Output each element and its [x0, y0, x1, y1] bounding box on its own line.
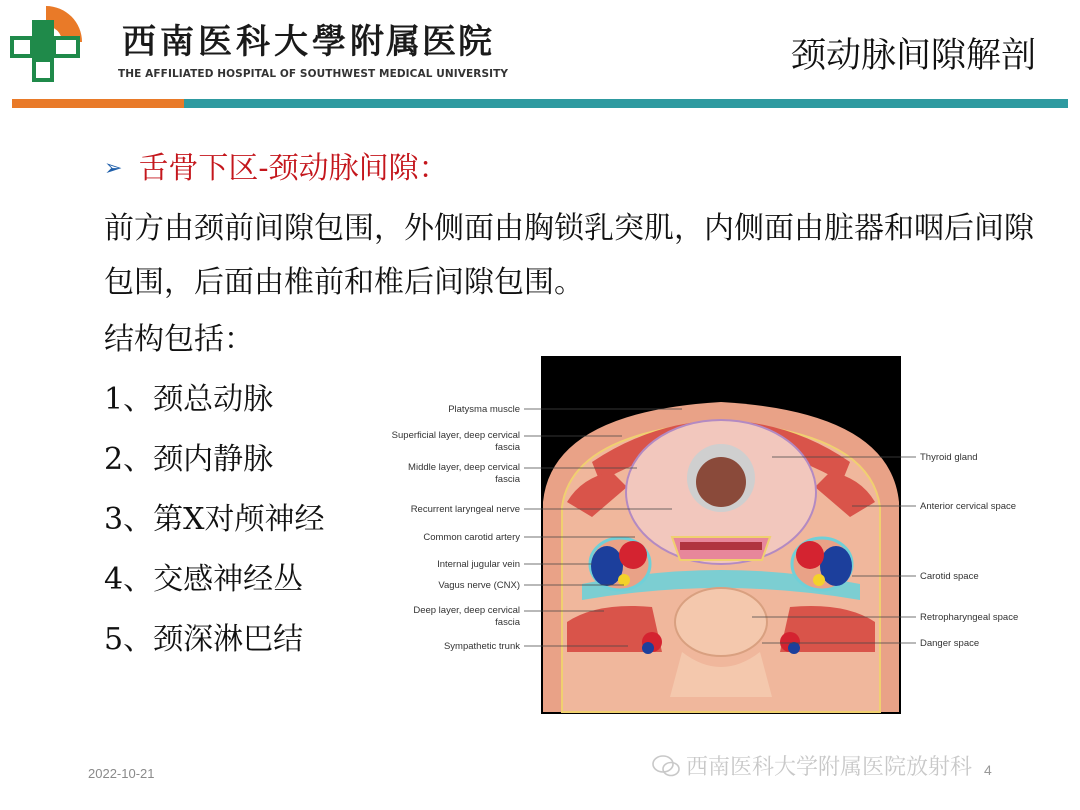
carotid-artery-right [796, 541, 824, 569]
label-middle-layer-line2: fascia [495, 474, 520, 485]
structure-item: 1、颈总动脉 [104, 382, 274, 417]
hospital-name-cn-part2: 附属医院 [350, 22, 494, 62]
carotid-artery-left [619, 541, 647, 569]
structure-item: 2、颈内静脉 [104, 442, 274, 477]
label-recurrent-laryngeal-nerve: Recurrent laryngeal nerve [410, 504, 520, 515]
hospital-name-cn [122, 14, 494, 63]
label-common-carotid-artery: Common carotid artery [423, 532, 520, 543]
label-superficial-layer-line2: fascia [495, 442, 520, 453]
page-number: 4 [984, 762, 992, 778]
hospital-name-en: THE AFFILIATED HOSPITAL OF SOUTHWEST MEDICAL UNIVERSITY [118, 68, 509, 80]
label-danger-space: Danger space [920, 638, 980, 649]
structure-item: 4、交感神经丛 [104, 562, 304, 597]
label-anterior-cervical-space: Anterior cervical space [920, 501, 1017, 512]
label-carotid-space: Carotid space [920, 571, 979, 582]
label-internal-jugular-vein: Internal jugular vein [437, 559, 520, 570]
description-paragraph: 前方由颈前间隙包围，外侧面由胸锁乳突肌，内侧面由脏器和咽后间隙包围，后面由椎前和椎后间隙包围。 [104, 211, 1034, 300]
label-platysma-muscle: Platysma muscle [448, 404, 520, 415]
label-vagus-nerve: Vagus nerve (CNX) [438, 580, 520, 591]
subheading-text: 舌骨下区-颈动脉间隙： [138, 151, 449, 186]
slide-date: 2022-10-21 [88, 766, 155, 781]
carotid-space-anatomy-diagram [352, 352, 1019, 714]
label-middle-layer-line1: Middle layer, deep cervical [408, 462, 520, 473]
neck-cross-section-illustration [543, 402, 899, 712]
watermark [652, 750, 972, 781]
wechat-icon [652, 755, 680, 777]
header-divider-orange [12, 99, 184, 108]
hospital-logo-icon [10, 6, 84, 82]
structure-item: 3、第X对颅神经 [104, 502, 325, 537]
watermark-text: 西南医科大学附属医院放射科 [686, 755, 973, 780]
label-thyroid-gland: Thyroid gland [920, 452, 978, 463]
bullet-arrow-icon: ➢ [104, 156, 123, 181]
header-divider-teal [184, 99, 1068, 108]
label-deep-layer-line2: fascia [495, 617, 520, 628]
label-retropharyngeal-space: Retropharyngeal space [920, 612, 1019, 623]
label-superficial-layer-line1: Superficial layer, deep cervical [391, 430, 520, 441]
hospital-name-cn-part1: 西南医科大學 [122, 22, 350, 62]
label-deep-layer-line1: Deep layer, deep cervical [413, 605, 520, 616]
slide-title: 颈动脉间隙解剖 [790, 36, 1036, 76]
structure-item: 5、颈深淋巴结 [104, 622, 304, 657]
section-subheading [104, 148, 1044, 190]
label-sympathetic-trunk: Sympathetic trunk [443, 641, 520, 652]
structures-label: 结构包括： [104, 322, 254, 357]
